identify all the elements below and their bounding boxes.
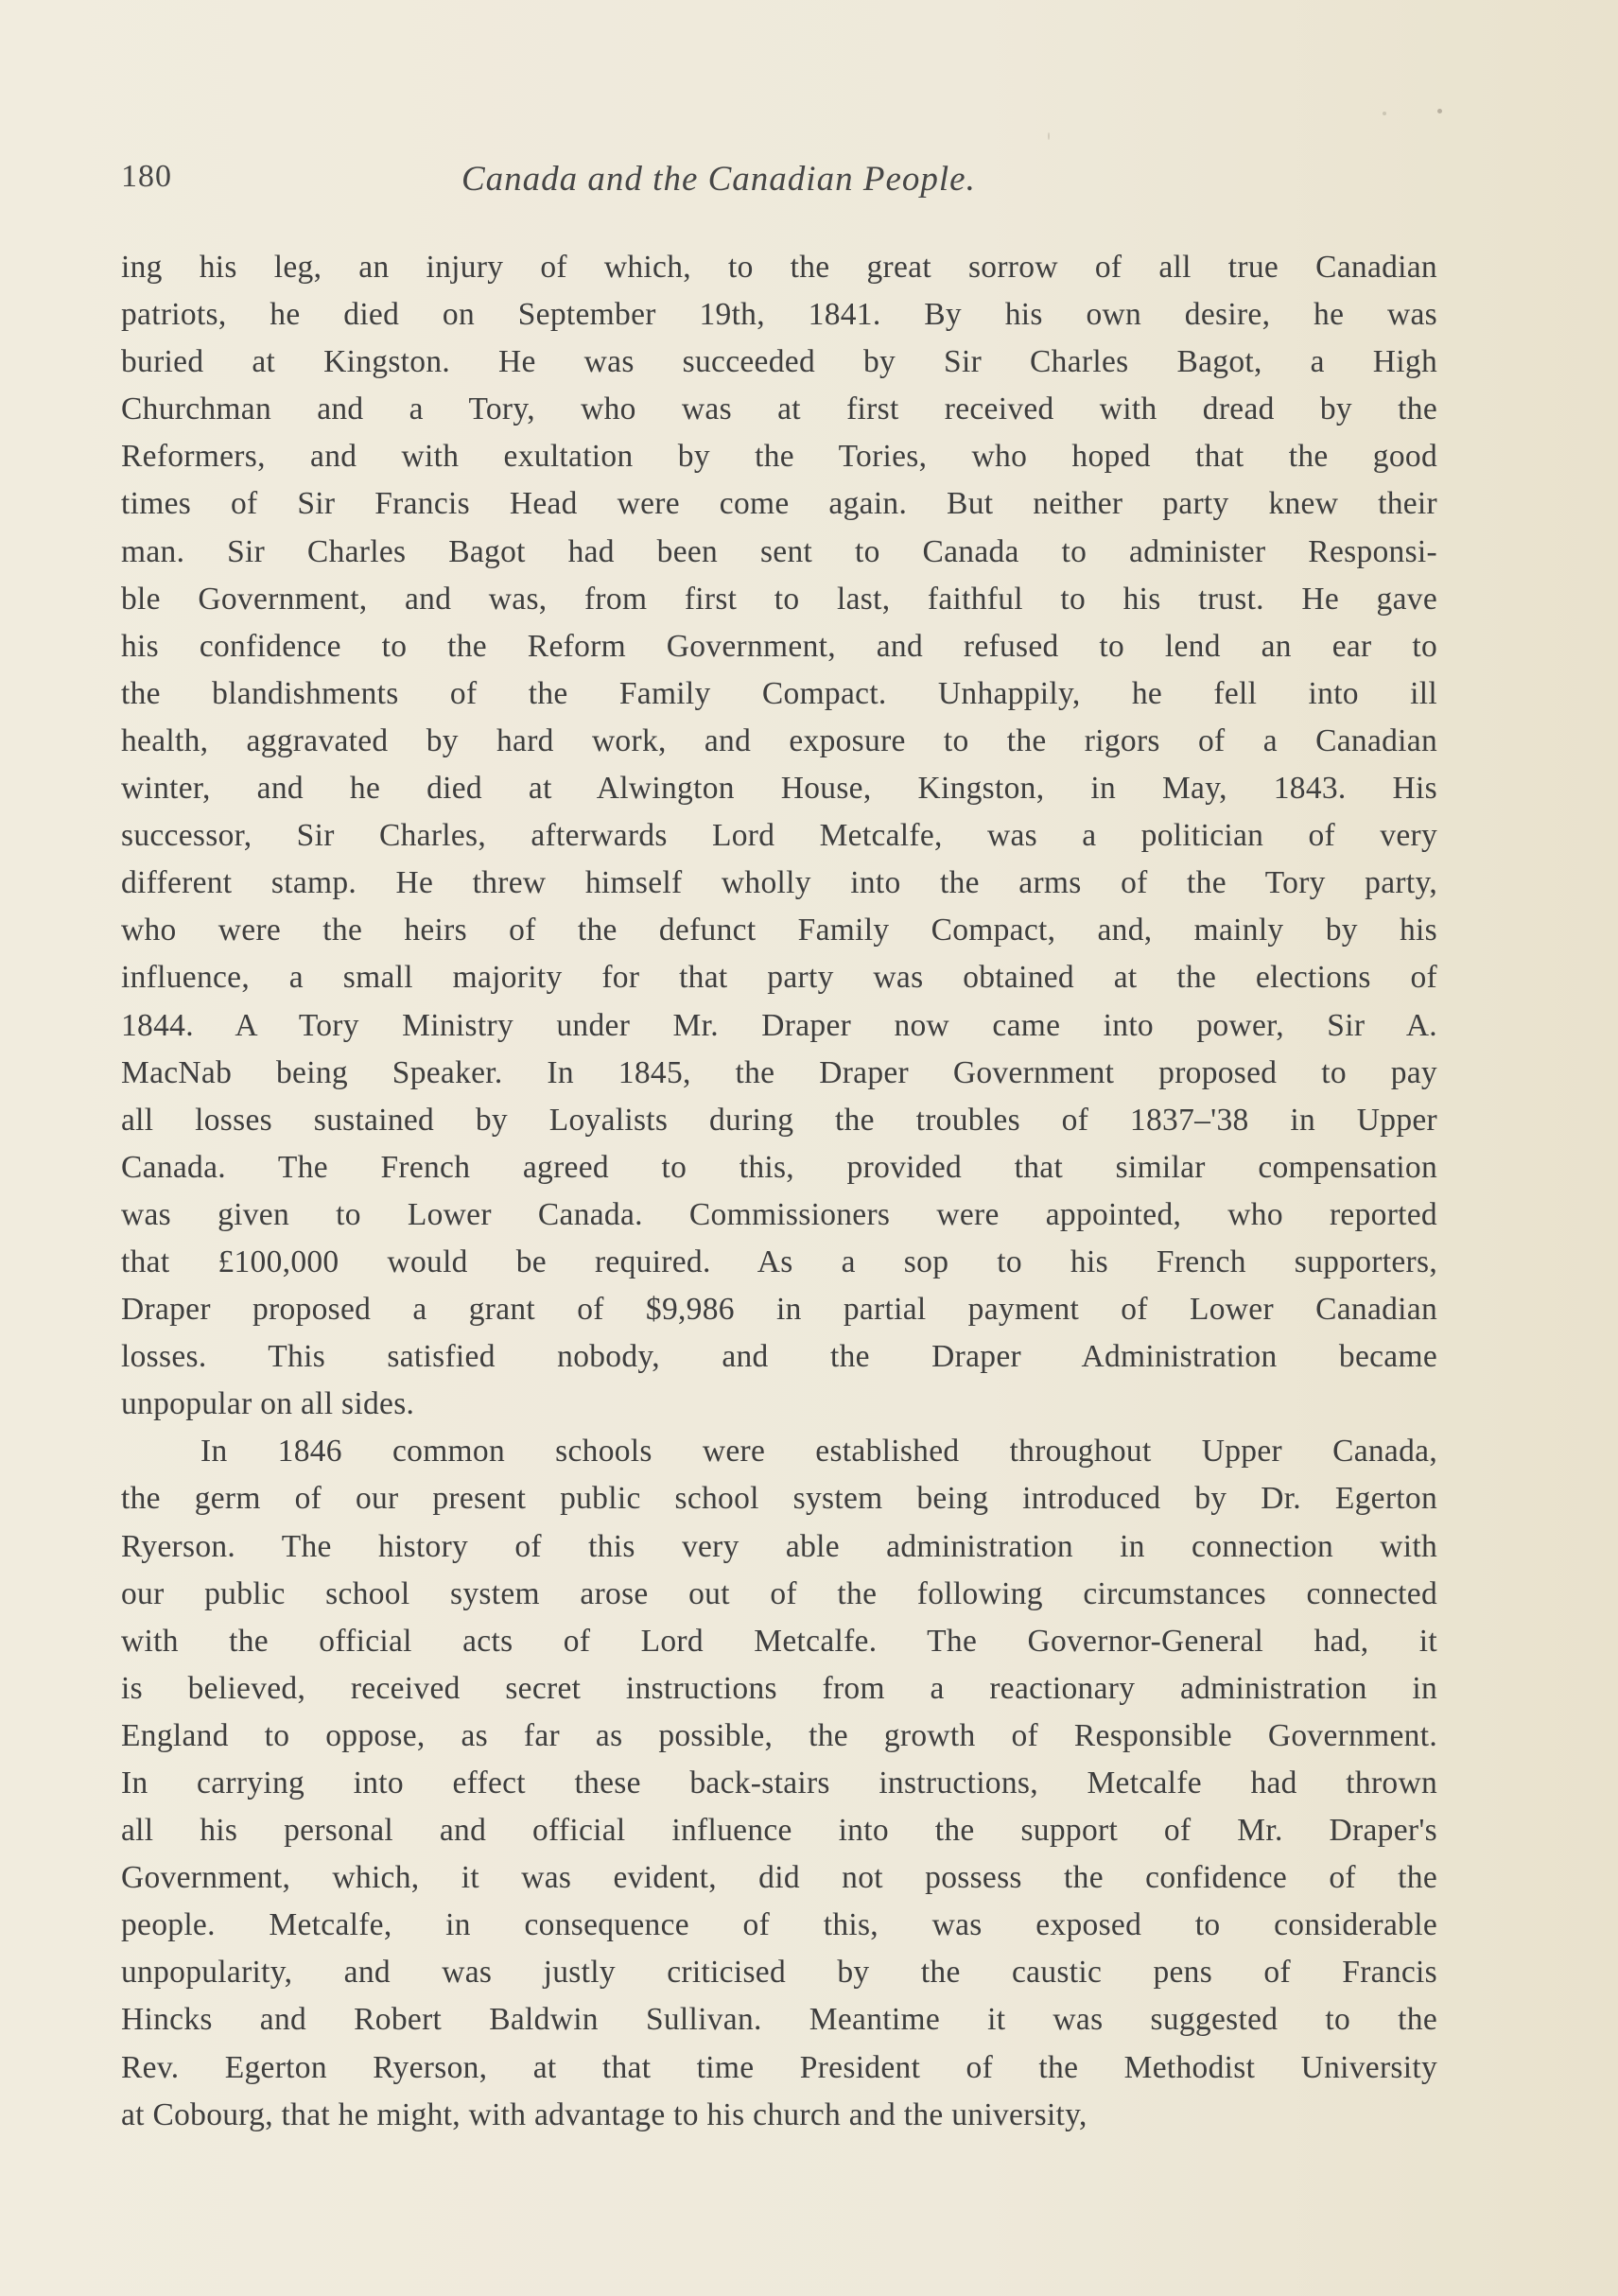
- text-line: people. Metcalfe, in consequence of this, was exposed to considerable: [121, 1907, 1437, 1943]
- text-line: Ryerson. The history of this very able administration in connection with: [121, 1528, 1437, 1564]
- text-line: unpopular on all sides.: [121, 1386, 415, 1422]
- scan-speck: [1048, 132, 1050, 140]
- text-line: who were the heirs of the defunct Family Compact, and, mainly by his: [121, 913, 1437, 948]
- paragraph: [121, 1428, 1437, 2138]
- text-line: In carrying into effect these back-stairs instructions, Metcalfe had thrown: [121, 1765, 1437, 1800]
- text-line: Canada. The French agreed to this, provided that similar compensation: [121, 1149, 1437, 1185]
- scan-speck: [1437, 109, 1442, 113]
- text-line: patriots, he died on September 19th, 1841. By his own desire, he was: [121, 297, 1437, 333]
- page-header: [121, 159, 1437, 216]
- text-line: Government, which, it was evident, did not possess the confidence of the: [121, 1860, 1437, 1896]
- text-line: that £100,000 would be required. As a sop to his French supporters,: [121, 1244, 1437, 1279]
- text-line: the germ of our present public school system being introduced by Dr. Egerton: [121, 1481, 1437, 1517]
- text-line: all losses sustained by Loyalists during the troubles of 1837–'38 in Upper: [121, 1102, 1437, 1138]
- text-line: was given to Lower Canada. Commissioners were appointed, who reported: [121, 1196, 1437, 1232]
- text-line: Hincks and Robert Baldwin Sullivan. Meantime it was suggested to the: [121, 2002, 1437, 2038]
- text-line: at Cobourg, that he might, with advantage to his church and the university,: [121, 2096, 1087, 2132]
- text-line: with the official acts of Lord Metcalfe. The Governor-General had, it: [121, 1623, 1437, 1659]
- text-line: Reformers, and with exultation by the Tories, who hoped that the good: [121, 439, 1437, 475]
- text-line: man. Sir Charles Bagot had been sent to Canada to administer Responsi-: [121, 533, 1437, 569]
- text-line: successor, Sir Charles, afterwards Lord Metcalfe, was a politician of very: [121, 818, 1437, 854]
- text-line: his confidence to the Reform Government, and refused to lend an ear to: [121, 628, 1437, 664]
- text-line: influence, a small majority for that party was obtained at the elections of: [121, 960, 1437, 996]
- text-line: MacNab being Speaker. In 1845, the Draper Government proposed to pay: [121, 1054, 1437, 1090]
- text-line: different stamp. He threw himself wholly into the arms of the Tory party,: [121, 865, 1437, 901]
- text-line: unpopularity, and was justly criticised by the caustic pens of Francis: [121, 1955, 1437, 1991]
- text-line: the blandishments of the Family Compact. Unhappily, he fell into ill: [121, 675, 1437, 711]
- running-title: Canada and the Canadian People.: [461, 160, 976, 199]
- paragraph: [121, 244, 1437, 1428]
- text-line: health, aggravated by hard work, and exposure to the rigors of a Canadian: [121, 722, 1437, 758]
- text-line: ble Government, and was, from first to last, faithful to his trust. He gave: [121, 581, 1437, 617]
- text-line: losses. This satisfied nobody, and the Draper Administration became: [121, 1339, 1437, 1375]
- page-number: 180: [121, 159, 172, 194]
- text-line: ing his leg, an injury of which, to the great sorrow of all true Canadian: [121, 250, 1437, 285]
- body-text: [121, 244, 1437, 2139]
- text-line: all his personal and official influence into the support of Mr. Draper's: [121, 1813, 1437, 1849]
- text-line: our public school system arose out of the following circumstances connected: [121, 1575, 1437, 1611]
- text-line: Draper proposed a grant of $9,986 in partial payment of Lower Canadian: [121, 1292, 1437, 1328]
- text-line: winter, and he died at Alwington House, Kingston, in May, 1843. His: [121, 771, 1437, 807]
- text-line: England to oppose, as far as possible, the growth of Responsible Government.: [121, 1717, 1437, 1753]
- text-line: Rev. Egerton Ryerson, at that time President of the Methodist University: [121, 2049, 1437, 2085]
- text-line: times of Sir Francis Head were come again. But neither party knew their: [121, 486, 1437, 522]
- text-line: is believed, received secret instructions from a reactionary administration in: [121, 1670, 1437, 1706]
- text-line: In 1846 common schools were established throughout Upper Canada,: [200, 1434, 1437, 1470]
- text-line: Churchman and a Tory, who was at first received with dread by the: [121, 391, 1437, 427]
- text-line: 1844. A Tory Ministry under Mr. Draper now came into power, Sir A.: [121, 1007, 1437, 1043]
- text-line: buried at Kingston. He was succeeded by Sir Charles Bagot, a High: [121, 344, 1437, 380]
- scan-speck: [1383, 112, 1386, 115]
